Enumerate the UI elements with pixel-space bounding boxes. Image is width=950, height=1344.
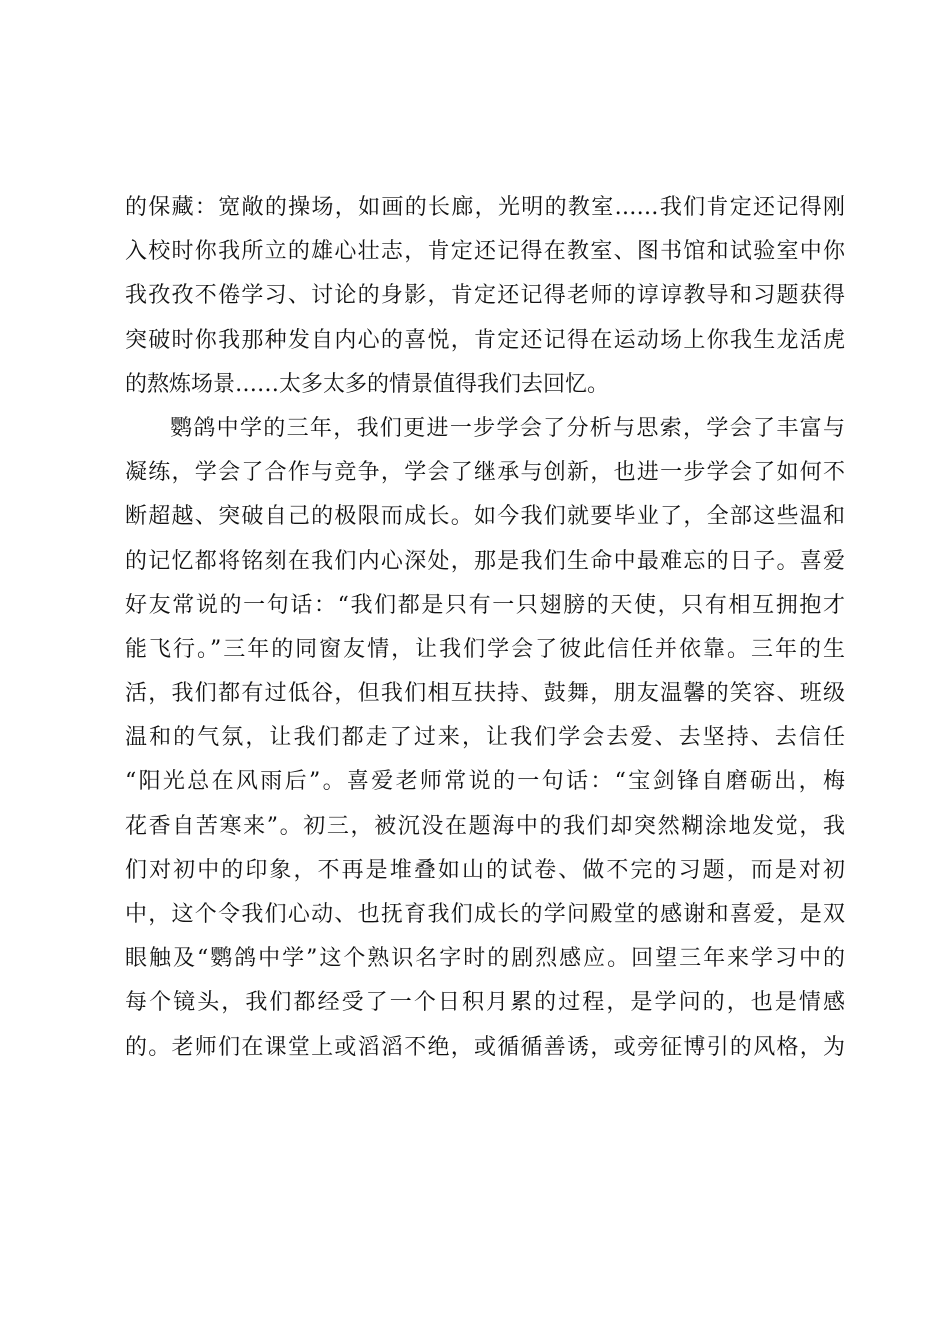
text-line: 凝练，学会了合作与竞争，学会了继承与创新，也进一步学会了如何不 xyxy=(125,460,845,486)
paragraph-start-line: 鹦鸽中学的三年，我们更进一步学会了分析与思索，学会了丰富与 xyxy=(170,415,845,441)
text-line: 的熬炼场景……太多太多的情景值得我们去回忆。 xyxy=(125,371,610,397)
text-line: 每个镜头，我们都经受了一个日积月累的过程，是学问的，也是情感 xyxy=(125,990,845,1016)
text-line: 的。老师们在课堂上或滔滔不绝，或循循善诱，或旁征博引的风格，为 xyxy=(125,1034,845,1060)
text-line: 温和的气氛，让我们都走了过来，让我们学会去爱、去坚持、去信任 xyxy=(125,725,845,751)
body-text xyxy=(125,186,845,1070)
text-line: 好友常说的一句话：“我们都是只有一只翅膀的天使，只有相互拥抱才 xyxy=(125,592,845,618)
text-line: 断超越、突破自己的极限而成长。如今我们就要毕业了，全部这些温和 xyxy=(125,504,845,530)
text-line: “阳光总在风雨后”。喜爱老师常说的一句话：“宝剑锋自磨砺出，梅 xyxy=(125,769,845,795)
text-line: 入校时你我所立的雄心壮志，肯定还记得在教室、图书馆和试验室中你 xyxy=(125,239,845,265)
text-line: 中，这个令我们心动、也抚育我们成长的学问殿堂的感谢和喜爱，是双 xyxy=(125,902,845,927)
text-line: 活，我们都有过低谷，但我们相互扶持、鼓舞，朋友温馨的笑容、班级 xyxy=(125,681,845,707)
text-line: 们对初中的印象，不再是堆叠如山的试卷、做不完的习题，而是对初 xyxy=(125,857,845,883)
text-line: 突破时你我那种发自内心的喜悦，肯定还记得在运动场上你我生龙活虎 xyxy=(125,327,845,353)
text-line: 我孜孜不倦学习、讨论的身影，肯定还记得老师的谆谆教导和习题获得 xyxy=(125,283,845,309)
text-line: 花香自苦寒来”。初三，被沉没在题海中的我们却突然糊涂地发觉，我 xyxy=(125,813,845,839)
text-line: 眼触及“鹦鸽中学”这个熟识名字时的剧烈感应。回望三年来学习中的 xyxy=(125,946,845,972)
text-line: 能飞行。”三年的同窗友情，让我们学会了彼此信任并依靠。三年的生 xyxy=(125,636,845,662)
text-line: 的保藏：宽敞的操场，如画的长廊，光明的教室……我们肯定还记得刚 xyxy=(125,195,845,220)
text-line: 的记忆都将铭刻在我们内心深处，那是我们生命中最难忘的日子。喜爱 xyxy=(125,548,845,574)
